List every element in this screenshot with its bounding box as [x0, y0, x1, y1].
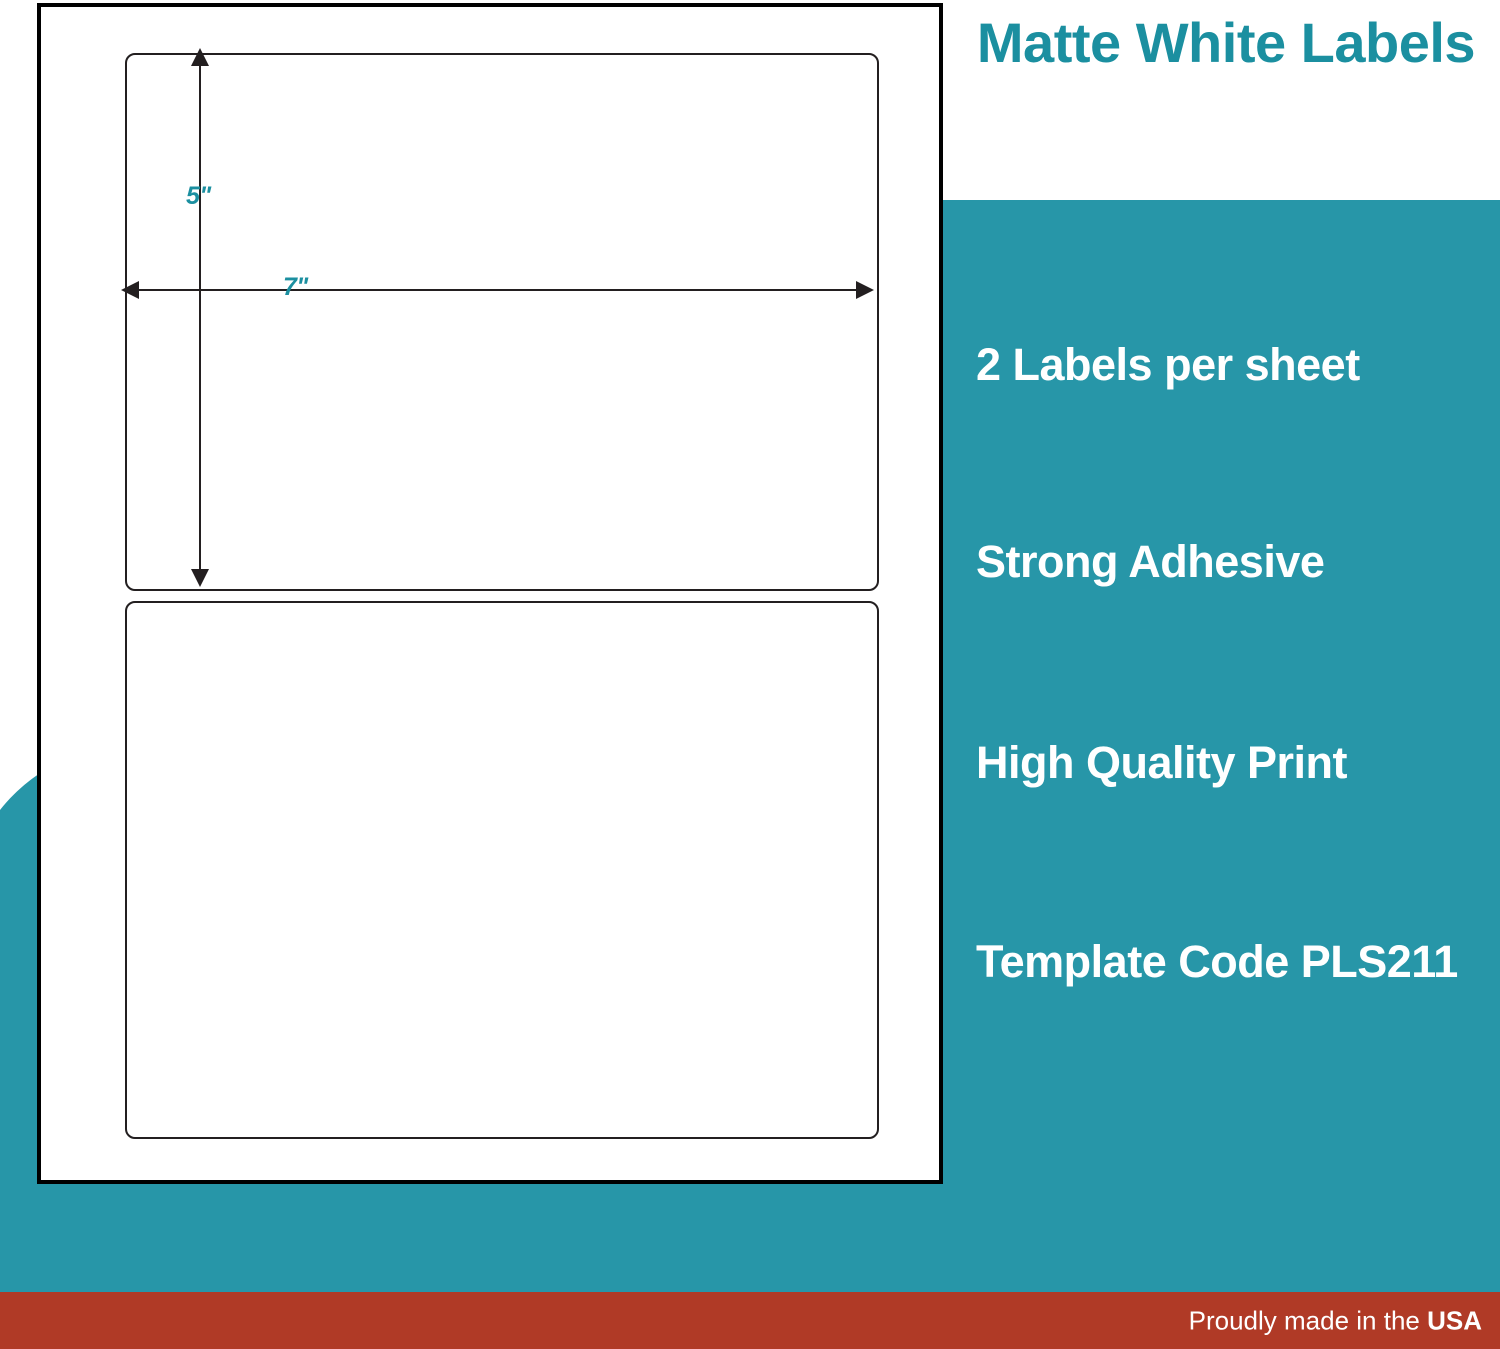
- height-dimension-label: 5": [186, 182, 211, 210]
- footer-text-prefix: Proudly made in the: [1188, 1305, 1428, 1335]
- footer-text-usa: USA: [1427, 1305, 1482, 1335]
- feature-template-code: Template Code PLS211: [976, 936, 1458, 987]
- page-title: Matte White Labels: [976, 11, 1476, 74]
- width-dimension-label: 7": [283, 273, 308, 301]
- feature-high-quality-print: High Quality Print: [976, 737, 1348, 788]
- label-sheet: [37, 3, 943, 1184]
- feature-strong-adhesive: Strong Adhesive: [976, 536, 1325, 587]
- feature-labels-per-sheet: 2 Labels per sheet: [976, 339, 1360, 390]
- label-cell-2: [125, 601, 879, 1139]
- label-cell-1: [125, 53, 879, 591]
- made-in-usa-text: [1189, 1305, 1482, 1336]
- footer-bar: [0, 1292, 1500, 1349]
